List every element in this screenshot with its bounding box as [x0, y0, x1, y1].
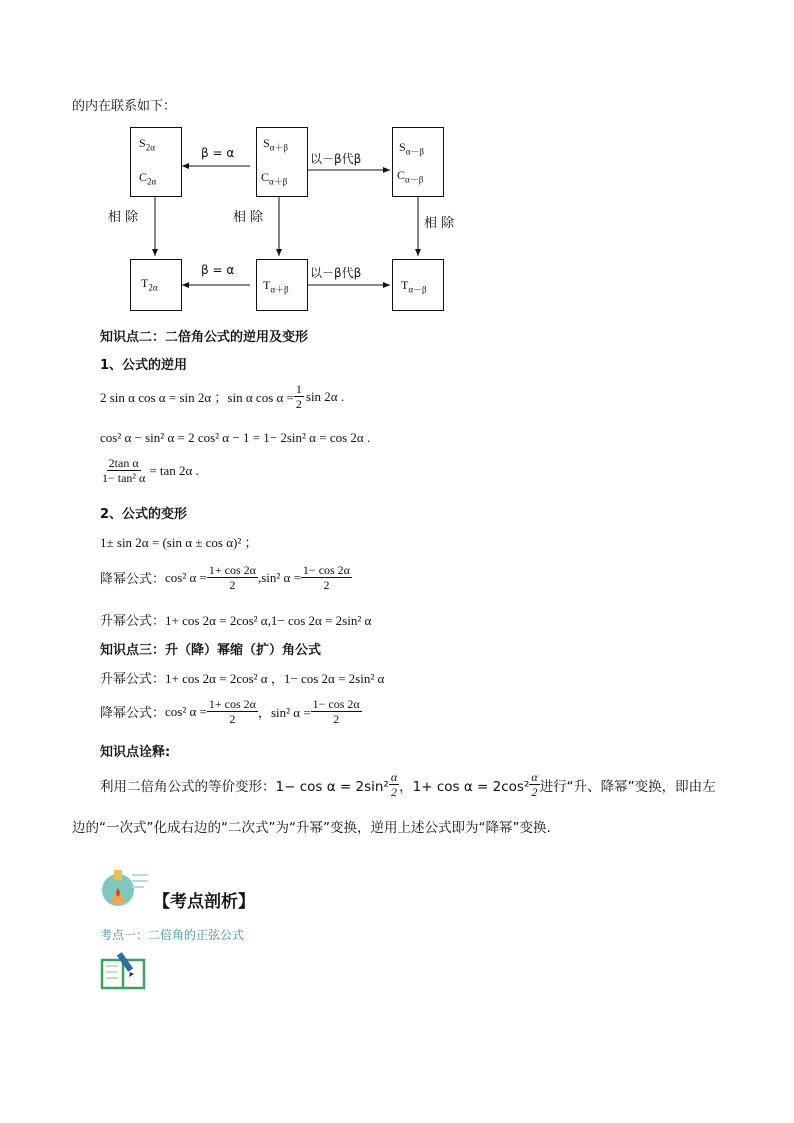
kp2-heading: 知识点二：二倍角公式的逆用及变形 — [100, 330, 309, 345]
section-title: 【考点剖析】 — [153, 892, 255, 912]
kp2-line1: 2 sin α cos α = sin 2α ；sin α cos α = $\frac{1}{2}$ sin 2α . — [100, 382, 345, 411]
explain-heading: 知识点诠释: — [100, 745, 171, 760]
kp2-line5: 降幂公式： cos² α = $\frac{1+ \cos 2\alpha}{2}$ ,sin² α = $\frac{1- \cos 2\alpha}{2}$ — [100, 563, 350, 592]
fraction-alpha-half-1: $\frac{\alpha}{2}$ — [390, 770, 398, 799]
kp3-heading: 知识点三：升（降）幂缩（扩）角公式 — [100, 643, 322, 658]
box-talphaplusbeta — [256, 259, 308, 311]
arrow-label-divide-right: 相 除 — [424, 216, 455, 231]
fraction-kp3-cos-plus: $\frac{1+ \cos 2\alpha}{2}$ — [208, 697, 256, 726]
box-salphaplusbeta — [256, 127, 308, 197]
kaodian-1-heading: 考点一：二倍角的正弦公式 — [100, 928, 245, 942]
salphaminusbeta-label: $S_{\alpha-\beta}$ — [399, 140, 424, 157]
arrow-label-beta-eq-alpha-bottom: β = α — [201, 263, 235, 277]
kp2-line2: cos² α − sin² α = 2 cos² α − 1 = 1− 2sin² α = cos 2α . — [100, 430, 371, 445]
intro-text: 的内在联系如下： — [72, 99, 177, 114]
box-t2alpha — [130, 259, 182, 311]
flask-icon — [100, 866, 150, 914]
fraction-tan: $\frac{\text{2tan α}}{\text{1− tan² α}}$ — [102, 456, 146, 485]
fraction-kp3-cos-minus: $\frac{1- \cos 2\alpha}{2}$ — [312, 697, 360, 726]
kp3-line2: 降幂公式： cos² α = $\frac{1+ \cos 2\alpha}{2}$ ，sin² α = $\frac{1- \cos 2\alpha}{2}$ — [100, 697, 360, 726]
kp2-sub1: 1、公式的逆用 — [100, 358, 188, 373]
kp2-line6: 升幂公式：1+ cos 2α = 2cos² α,1− cos 2α = 2sin² α — [100, 613, 372, 629]
arrow-label-divide-middle: 相 除 — [233, 210, 264, 225]
c2alpha-label: $C_{2\alpha}$ — [139, 170, 157, 187]
box-salphaminusbeta — [392, 127, 444, 197]
talphaminusbeta-label: $T_{\alpha-\beta}$ — [401, 278, 427, 295]
arrow-label-replace-beta-top: 以－β代β — [310, 152, 362, 166]
fraction-cos-plus: $\frac{1+ \cos 2\alpha}{2}$ — [208, 563, 256, 592]
kp2-sub2: 2、公式的变形 — [100, 507, 188, 522]
calphaminusbeta-label: $C_{\alpha-\beta}$ — [397, 168, 424, 185]
box-talphaminusbeta — [392, 259, 444, 311]
calphaplusbeta-label: $C_{\alpha+\beta}$ — [261, 170, 288, 187]
fraction-cos-minus: $\frac{1- \cos 2\alpha}{2}$ — [302, 563, 350, 592]
arrow-label-divide-left: 相 除 — [108, 210, 139, 225]
kp2-line3: $\frac{\text{2tan α}}{\text{1− tan² α}}$ = tan 2α . — [102, 456, 199, 485]
arrow-label-replace-beta-bottom: 以－β代β — [310, 266, 362, 280]
kp3-line1: 升幂公式：1+ cos 2α = 2cos² α ，1− cos 2α = 2sin² α — [100, 671, 385, 687]
box-s2alpha-c2alpha — [130, 127, 182, 197]
fraction-alpha-half-2: $\frac{\alpha}{2}$ — [531, 770, 538, 799]
book-pencil-icon — [100, 952, 146, 996]
kp2-line4: 1± sin 2α = (sin α ± cos α)² ； — [100, 535, 258, 550]
arrow-label-beta-eq-alpha-top: β = α — [201, 146, 235, 160]
fraction-one-half: $\frac{1}{2}$ — [295, 382, 302, 411]
salphaplusbeta-label: $S_{\alpha+\beta}$ — [263, 136, 288, 153]
explain-paragraph-line1: 利用二倍角公式的等价变形：1− cos α = 2sin² $\frac{\alpha}{2}$ ，1+ cos α = 2cos² $\frac{\alpha}{2}$ 进行“升、降幂”变换，即由左 — [100, 770, 716, 799]
explain-paragraph-line2: 边的“一次式”化成右边的“二次式”为“升幂”变换，逆用上述公式即为“降幂”变换. — [72, 820, 551, 836]
talphaplusbeta-label: $T_{\alpha+\beta}$ — [263, 278, 289, 295]
s2alpha-label: $S_{2\alpha}$ — [139, 136, 155, 153]
t2alpha-label: $T_{2\alpha}$ — [141, 276, 158, 293]
